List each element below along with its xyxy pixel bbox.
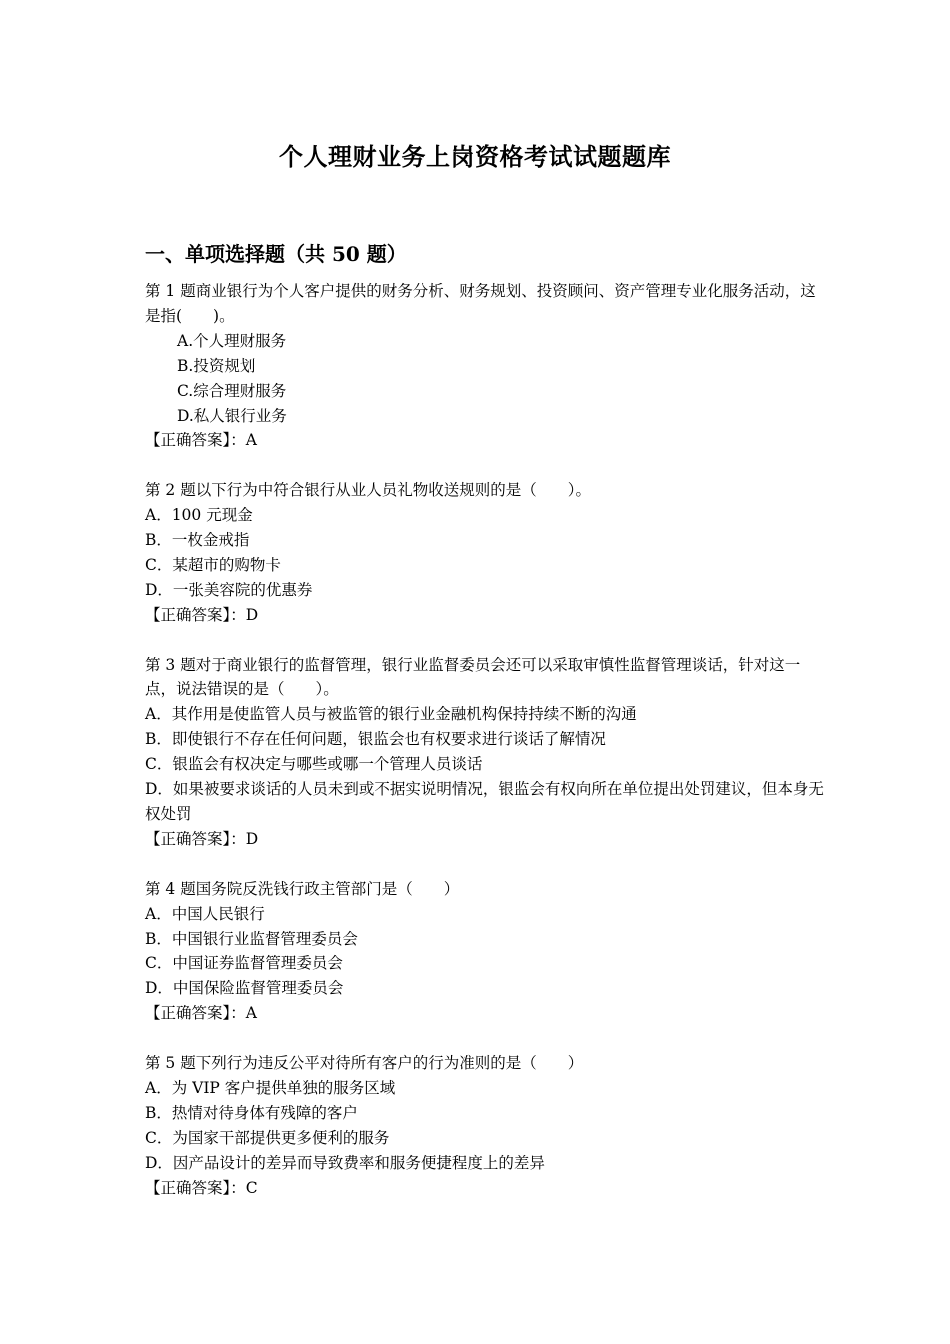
option-b: B．一枚金戒指 [145, 531, 250, 550]
section-heading: 一、单项选择题（共 50 题） [145, 242, 407, 266]
option-b: B．中国银行业监督管理委员会 [145, 929, 358, 948]
question-stem: 第 1 题商业银行为个人客户提供的财务分析、财务规划、投资顾问、资产管理专业化服务活动，这是指( )。 [145, 282, 816, 325]
option-c: C．银监会有权决定与哪些或哪一个管理人员谈话 [145, 755, 483, 774]
option-b: B.投资规划 [177, 356, 256, 375]
option-a: A．中国人民银行 [145, 904, 265, 923]
option-a: A．其作用是使监管人员与被监管的银行业金融机构保持持续不断的沟通 [145, 705, 637, 724]
option-a: A.个人理财服务 [177, 331, 287, 350]
correct-answer: 【正确答案】：A [145, 431, 257, 450]
correct-answer: 【正确答案】：D [145, 605, 259, 624]
question-list [145, 279, 825, 1225]
option-b: B．即使银行不存在任何问题，银监会也有权要求进行谈话了解情况 [145, 730, 606, 749]
option-a: A．100 元现金 [145, 506, 253, 525]
question-stem: 第 2 题以下行为中符合银行从业人员礼物收送规则的是（ ）。 [145, 481, 591, 500]
question-stem: 第 4 题国务院反洗钱行政主管部门是（ ） [145, 879, 460, 898]
option-c: C．中国证券监督管理委员会 [145, 954, 343, 973]
question-2 [145, 478, 825, 627]
option-d: D.私人银行业务 [177, 406, 287, 425]
document-title: 个人理财业务上岗资格考试试题题库 [279, 142, 671, 171]
option-d: D．一张美容院的优惠券 [145, 580, 313, 599]
option-c: C．为国家干部提供更多便利的服务 [145, 1128, 390, 1147]
option-a: A．为 VIP 客户提供单独的服务区域 [145, 1078, 396, 1097]
question-3 [145, 653, 825, 852]
option-c: C．某超市的购物卡 [145, 555, 281, 574]
option-d: D．因产品设计的差异而导致费率和服务便捷程度上的差异 [145, 1153, 545, 1172]
question-1 [145, 279, 825, 453]
correct-answer: 【正确答案】：C [145, 1178, 258, 1197]
option-c: C.综合理财服务 [177, 381, 287, 400]
question-stem: 第 5 题下列行为违反公平对待所有客户的行为准则的是（ ） [145, 1054, 584, 1073]
correct-answer: 【正确答案】：D [145, 829, 259, 848]
option-d: D．中国保险监督管理委员会 [145, 979, 344, 998]
question-4 [145, 877, 825, 1026]
question-5 [145, 1051, 825, 1200]
option-b: B．热情对待身体有残障的客户 [145, 1103, 358, 1122]
option-d: D．如果被要求谈话的人员未到或不据实说明情况，银监会有权向所在单位提出处罚建议，但本身无权处罚 [145, 780, 824, 823]
question-stem: 第 3 题对于商业银行的监督管理，银行业监督委员会还可以采取审慎性监督管理谈话，针对这一点，说法错误的是（ ）。 [145, 655, 801, 699]
correct-answer: 【正确答案】：A [145, 1004, 257, 1023]
